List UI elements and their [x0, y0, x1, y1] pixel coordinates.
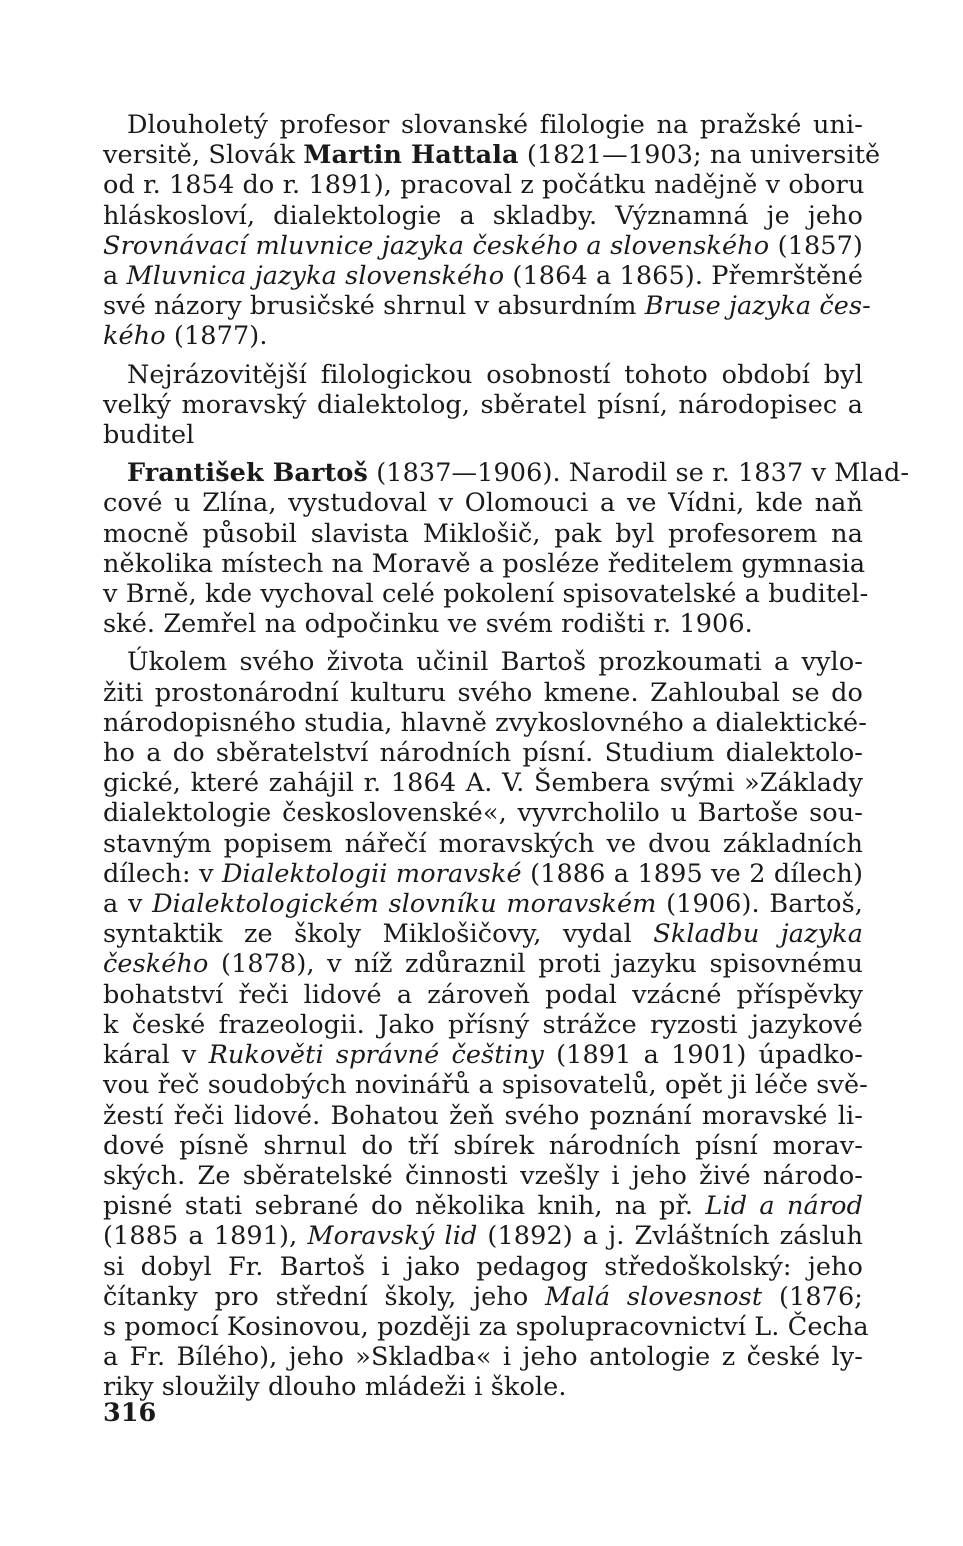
text-segment: bohatství řeči lidové a zároveň podal vzácné příspěvky	[103, 979, 863, 1010]
text-line	[103, 201, 863, 231]
text-segment: žestí řeči lidové. Bohatou žeň svého poznání moravské li-	[103, 1100, 863, 1131]
text-segment: (1877).	[165, 321, 268, 352]
text-line	[103, 1311, 869, 1342]
text-segment: (1876;	[762, 1281, 863, 1312]
italic-title: Malá slovesnost	[545, 1281, 763, 1312]
text-segment: (1906). Bartoš,	[656, 889, 863, 920]
text-segment: ských. Ze sběratelské činnosti vzešly i jeho živé národo-	[103, 1160, 863, 1191]
text-line	[103, 548, 866, 579]
text-segment: dílech: v	[103, 858, 222, 889]
italic-title: Dialektologii moravské	[222, 858, 522, 889]
text-segment: několika místech na Moravě a posléze ředitelem gymnasia	[103, 548, 866, 579]
text-segment: Dlouholetý profesor slovanské filologie na pražské uni-	[127, 110, 863, 140]
text-segment: dové písně shrnul do tří sbírek národních písní morav-	[103, 1130, 863, 1161]
text-line	[103, 1101, 863, 1131]
text-line	[103, 949, 863, 979]
text-segment: (1864 a 1865). Přemrštěné	[504, 261, 864, 292]
text-segment: své názory brusičské shrnul v absurdním	[103, 291, 645, 322]
text-line	[103, 1342, 863, 1372]
text-segment: si dobyl Fr. Bartoš i jako pedagog středoškolský: jeho	[103, 1251, 863, 1282]
text-line	[103, 859, 863, 889]
bold-name: František Bartoš	[127, 458, 368, 489]
text-line	[103, 980, 863, 1010]
text-segment: káral v	[103, 1040, 209, 1071]
text-line	[103, 390, 863, 420]
paragraph	[103, 458, 910, 640]
text-segment: Úkolem svého života učinil Bartoš prozkoumati a vylo-	[127, 647, 863, 678]
text-segment: pisné stati sebrané do několika knih, na př.	[103, 1191, 706, 1222]
paragraph	[103, 110, 881, 352]
text-line	[103, 579, 869, 610]
text-line	[103, 768, 863, 798]
italic-title: Skladbu jazyka	[653, 919, 863, 950]
text-segment: (1885 a 1891),	[103, 1221, 308, 1252]
text-segment: čítanky pro střední školy, jeho	[103, 1281, 546, 1312]
text-line	[103, 420, 863, 450]
bold-name: Martin Hattala	[303, 140, 519, 171]
text-line	[103, 1161, 863, 1191]
page-number: 316	[103, 1398, 157, 1428]
italic-title: kého	[103, 321, 166, 352]
text-segment: (1886 a 1895 ve 2 dílech)	[521, 858, 864, 889]
paragraph	[103, 360, 863, 451]
text-segment: Nejrázovitější filologickou osobností tohoto období byl	[127, 359, 863, 390]
text-segment: (1857)	[769, 230, 863, 261]
text-line	[103, 321, 863, 351]
text-segment: (1837—1906). Narodil se r. 1837 v Mlad-	[368, 458, 910, 489]
text-line	[103, 110, 863, 140]
body-text	[103, 110, 910, 1403]
text-line	[103, 889, 863, 919]
text-line	[103, 798, 863, 828]
text-line	[103, 678, 863, 708]
text-line	[103, 647, 863, 677]
text-segment: od r. 1854 do r. 1891), pracoval z počátku nadějně v oboru	[103, 170, 865, 201]
text-line	[103, 458, 910, 489]
text-line	[103, 170, 863, 200]
text-segment: cové u Zlína, vystudoval v Olomouci a ve Vídni, kde naň	[103, 488, 863, 519]
text-segment: a	[103, 261, 127, 292]
text-segment: syntaktik ze školy Miklošičovy, vydal	[103, 919, 654, 950]
text-segment: (1821—1903; na universitě	[518, 140, 881, 171]
text-segment: mocně působil slavista Miklošič, pak byl profesorem na	[103, 518, 863, 549]
text-line	[103, 1221, 863, 1251]
text-segment: s pomocí Kosinovou, později za spolupracovnictví L. Čecha	[103, 1311, 869, 1342]
text-line	[103, 1372, 863, 1402]
text-line	[103, 919, 863, 949]
text-line	[103, 1282, 863, 1312]
text-segment: k české frazeologii. Jako přísný strážce ryzosti jazykové	[103, 1009, 863, 1040]
text-line	[103, 488, 863, 518]
italic-title: Bruse jazyka čes-	[644, 291, 871, 322]
text-segment: riky sloužily dlouho mládeži i škole.	[103, 1372, 567, 1403]
text-segment: gické, které zahájil r. 1864 A. V. Šembera svými »Základy	[103, 768, 863, 799]
text-segment: stavným popisem nářečí moravských ve dvou základních	[103, 828, 863, 859]
text-line	[103, 1070, 868, 1101]
italic-title: Rukověti správné češtiny	[208, 1040, 544, 1071]
text-line	[103, 1131, 863, 1161]
text-segment: versitě, Slovák	[103, 140, 304, 171]
text-line	[103, 261, 863, 291]
paragraph	[103, 647, 869, 1403]
text-segment: (1878), v níž zdůraznil proti jazyku spisovnému	[208, 949, 863, 980]
italic-title: Moravský lid	[307, 1221, 478, 1252]
text-line	[103, 360, 863, 390]
text-segment: (1891 a 1901) úpadko-	[543, 1040, 863, 1071]
italic-title: českého	[103, 949, 209, 980]
text-line	[103, 609, 863, 639]
text-line	[103, 829, 863, 859]
text-segment: žiti prostonárodní kulturu svého kmene. Zahloubal se do	[103, 677, 863, 708]
text-line	[103, 231, 863, 261]
text-line	[103, 707, 867, 738]
text-line	[103, 1252, 863, 1282]
text-segment: národopisného studia, hlavně zvykoslovného a dialektické-	[103, 707, 867, 738]
text-segment: hláskosloví, dialektologie a skladby. Významná je jeho	[103, 200, 863, 231]
text-line	[103, 519, 863, 549]
italic-title: Dialektologickém slovníku moravském	[152, 889, 657, 920]
text-segment: a v	[103, 889, 153, 920]
text-line	[103, 291, 871, 322]
italic-title: Lid a národ	[705, 1191, 864, 1222]
text-line	[103, 738, 863, 768]
text-segment: ho a do sběratelství národních písní. Studium dialektolo-	[103, 738, 863, 769]
text-segment: v Brně, kde vychoval celé pokolení spisovatelské a buditel-	[103, 579, 869, 610]
text-segment: buditel	[103, 420, 195, 451]
text-line	[103, 1010, 863, 1040]
text-segment: velký moravský dialektolog, sběratel písní, národopisec a	[103, 389, 863, 420]
text-line	[103, 1040, 863, 1070]
text-segment: a Fr. Bílého), jeho »Skladba« i jeho antologie z české ly-	[103, 1342, 863, 1373]
text-segment: dialektologie československé«, vyvrcholilo u Bartoše sou-	[103, 798, 863, 829]
italic-title: Srovnávací mluvnice jazyka českého a slovenského	[103, 230, 770, 261]
italic-title: Mluvnica jazyka slovenského	[126, 261, 505, 292]
text-segment: ské. Zemřel na odpočinku ve svém rodišti r. 1906.	[103, 609, 753, 640]
text-line	[103, 140, 881, 171]
text-segment: (1892) a j. Zvláštních zásluh	[477, 1221, 863, 1252]
text-segment: vou řeč soudobých novinářů a spisovatelů, opět ji léče svě-	[103, 1070, 868, 1101]
text-line	[103, 1191, 863, 1221]
